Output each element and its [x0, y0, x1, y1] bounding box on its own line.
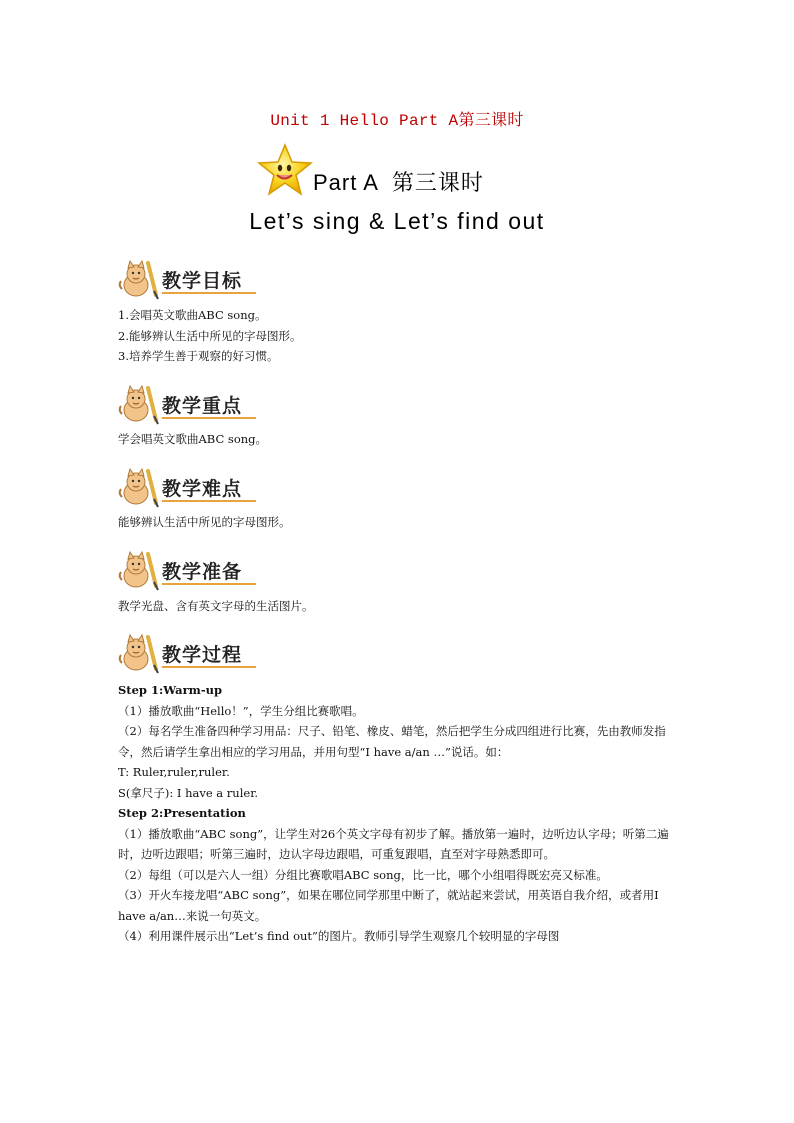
step-line: S(拿尺子): I have a ruler.	[118, 785, 259, 800]
cat-with-pencil-icon	[118, 384, 162, 426]
section-heading-process	[118, 633, 278, 673]
key-points-text: 学会唱英文歌曲ABC song。	[118, 432, 268, 446]
cat-with-pencil-icon	[118, 550, 162, 592]
section-heading-label: 教学准备	[162, 561, 243, 583]
heading-underline	[162, 583, 256, 585]
document-title: Unit 1 Hello Part A第三课时	[270, 112, 524, 130]
step-line: （2）每组（可以是六人一组）分组比赛歌唱ABC song，比一比，哪个小组唱得既宏亮又标准。	[118, 867, 608, 882]
section-heading-key-points	[118, 384, 278, 424]
step-line: （1）播放歌曲“Hello！”，学生分组比赛歌唱。	[118, 703, 364, 718]
step-title: Step 2:Presentation	[118, 806, 246, 820]
step-line: T: Ruler,ruler,ruler.	[118, 765, 230, 779]
heading-underline	[162, 417, 256, 419]
section-heading-label: 教学过程	[162, 644, 243, 666]
heading-underline	[162, 666, 256, 668]
section-heading-difficulties	[118, 467, 278, 507]
objective-item: 1.会唱英文歌曲ABC song。	[118, 308, 267, 322]
step-line: （2）每名学生准备四种学习用品：尺子、铅笔、橡皮、蜡笔，然后把学生分成四组进行比赛，先由教师发指令，然后请学生拿出相应的学习用品，并用句型“I have a/an …”说话。如：	[118, 724, 666, 759]
section-heading-preparation	[118, 550, 278, 590]
objective-item: 2.能够辨认生活中所见的字母图形。	[118, 328, 302, 343]
section-heading-label: 教学难点	[162, 478, 243, 500]
heading-underline	[162, 500, 256, 502]
objective-item: 3.培养学生善于观察的好习惯。	[118, 349, 279, 363]
process-body	[118, 680, 678, 947]
section-heading-label: 教学重点	[162, 395, 243, 417]
cat-with-pencil-icon	[118, 633, 162, 675]
section-heading-label: 教学目标	[162, 270, 243, 292]
heading-underline	[162, 292, 256, 294]
step-line: （4）利用课件展示出“Let’s find out”的图片。教师引导学生观察几个较明显的字母图	[118, 929, 560, 943]
preparation-text: 教学光盘、含有英文字母的生活图片。	[118, 599, 314, 613]
section-heading-objectives	[118, 259, 278, 299]
cat-with-pencil-icon	[118, 467, 162, 509]
lesson-subtitle: Let’s sing & Let’s find out	[249, 208, 545, 234]
cat-with-pencil-icon	[118, 259, 162, 301]
objectives-list	[118, 305, 678, 367]
part-heading: Part A 第三课时	[313, 170, 484, 195]
smiling-star-icon	[256, 143, 314, 197]
step-title: Step 1:Warm-up	[118, 683, 222, 697]
difficulties-text: 能够辨认生活中所见的字母图形。	[118, 515, 291, 529]
step-line: （3）开火车接龙唱“ABC song”，如果在哪位同学那里中断了，就站起来尝试，用英语自我介绍，或者用I have a/an…来说一句英文。	[118, 888, 659, 923]
step-line: （1）播放歌曲“ABC song”，让学生对26个英文字母有初步了解。播放第一遍时，边听边认字母；听第二遍时，边听边跟唱；听第三遍时，边认字母边跟唱，可重复跟唱，直至对字母熟悉即可。	[118, 826, 669, 861]
